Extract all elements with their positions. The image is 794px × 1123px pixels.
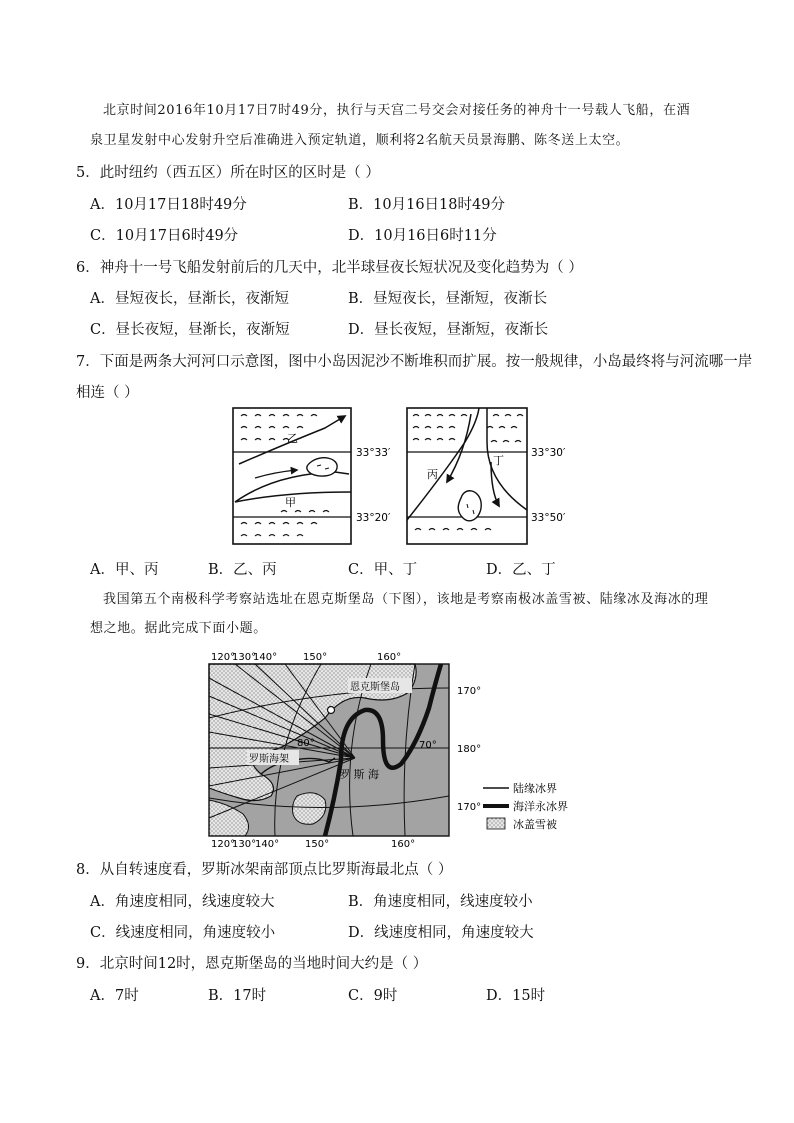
top-lon-130: 130° xyxy=(232,652,257,663)
intro2-line1: 我国第五个南极科学考察站选址在恩克斯堡岛（下图），该地是考察南极冰盖雪被、陆缘冰及海冰的理 xyxy=(103,592,709,607)
lat-70-label: 70° xyxy=(419,740,437,751)
bottom-lon-150: 150° xyxy=(305,839,330,850)
intro1-line2: 泉卫星发射中心发射升空后准确进入预定轨道，顺利将2名航天员景海鹏、陈冬送上太空。 xyxy=(90,133,630,148)
q7-option-d[interactable]: D．乙、丁 xyxy=(486,562,556,578)
bottom-lon-130: 130° xyxy=(232,839,257,850)
top-lon-120: 120° xyxy=(211,652,236,663)
station-marker xyxy=(328,707,335,714)
left-bottom-lat: 33°20′ xyxy=(356,512,391,524)
q6-option-c[interactable]: C．昼长夜短，昼渐长，夜渐短 xyxy=(90,322,290,338)
q6-option-d[interactable]: D．昼长夜短，昼渐短，夜渐长 xyxy=(348,322,549,338)
sea-label: 罗 斯 海 xyxy=(339,768,379,781)
q9-option-a[interactable]: A．7时 xyxy=(90,988,139,1004)
q5-option-d[interactable]: D．10月16日6时11分 xyxy=(348,228,497,244)
q7-option-b[interactable]: B．乙、丙 xyxy=(208,562,277,578)
q8-stem: 8．从自转速度看，罗斯冰架南部顶点比罗斯海最北点（ ） xyxy=(76,862,453,878)
q8-option-b[interactable]: B．角速度相同，线速度较小 xyxy=(348,894,533,910)
top-lon-140: 140° xyxy=(253,652,278,663)
river-mouth-figure xyxy=(225,402,585,550)
q5-option-b[interactable]: B．10月16日18时49分 xyxy=(348,197,505,213)
q9-stem: 9．北京时间12时，恩克斯堡岛的当地时间大约是（ ） xyxy=(76,956,428,972)
q9-option-d[interactable]: D．15时 xyxy=(486,988,546,1004)
legend-ice-cover: 冰盖雪被 xyxy=(513,818,557,831)
q6-stem: 6．神舟十一号飞船发射前后的几天中，北半球昼夜长短状况及变化趋势为（ ） xyxy=(76,260,583,276)
top-lon-160: 160° xyxy=(377,652,402,663)
q7-stem-line1: 7．下面是两条大河河口示意图，图中小岛因泥沙不断堆积而扩展。按一般规律，小岛最终将与河流哪一岸 xyxy=(76,354,753,370)
legend-land-ice: 陆缘冰界 xyxy=(513,782,557,795)
intro1-line1: 北京时间2016年10月17日7时49分，执行与天宫二号交会对接任务的神舟十一号载人飞船，在酒 xyxy=(103,103,691,118)
right-river-diagram xyxy=(407,408,566,544)
left-river-diagram xyxy=(233,408,391,544)
q6-option-b[interactable]: B．昼短夜长，昼渐短，夜渐长 xyxy=(348,291,548,307)
q9-option-c[interactable]: C．9时 xyxy=(348,988,398,1004)
q9-option-b[interactable]: B．17时 xyxy=(208,988,267,1004)
legend-sea-ice: 海洋永冰界 xyxy=(513,800,568,813)
legend-ice-cover-swatch xyxy=(487,818,505,829)
bottom-lon-140: 140° xyxy=(255,839,280,850)
label-ding: 丁 xyxy=(493,454,504,467)
q6-option-a[interactable]: A．昼短夜长，昼渐长，夜渐短 xyxy=(90,291,289,307)
q8-option-c[interactable]: C．线速度相同，角速度较小 xyxy=(90,925,276,941)
bottom-lon-160: 160° xyxy=(391,839,416,850)
q7-option-a[interactable]: A．甲、丙 xyxy=(90,562,159,578)
q7-option-c[interactable]: C．甲、丁 xyxy=(348,562,418,578)
map-legend xyxy=(483,781,568,831)
q5-option-c[interactable]: C．10月17日6时49分 xyxy=(90,228,239,244)
label-jia: 甲 xyxy=(285,496,296,509)
island-label: 恩克斯堡岛 xyxy=(350,682,400,693)
q8-option-d[interactable]: D．线速度相同，角速度较大 xyxy=(348,925,534,941)
q5-option-a[interactable]: A．10月17日18时49分 xyxy=(90,197,247,213)
ice-shelf-label: 罗斯海架 xyxy=(249,754,289,765)
q8-option-a[interactable]: A．角速度相同，线速度较大 xyxy=(90,894,275,910)
right-lat-180: 180° xyxy=(457,744,482,755)
right-top-lat: 33°30′ xyxy=(531,447,566,459)
top-lon-150: 150° xyxy=(303,652,328,663)
q5-stem: 5．此时纽约（西五区）所在时区的区时是（ ） xyxy=(76,165,380,181)
lat-80-label: 80° xyxy=(297,738,315,749)
q7-stem-line2: 相连（ ） xyxy=(76,385,139,401)
label-bing: 丙 xyxy=(427,468,438,481)
bottom-lon-120: 120° xyxy=(211,839,236,850)
ross-sea-map xyxy=(205,648,605,850)
label-yi: 乙 xyxy=(287,432,298,445)
right-lat-170-bottom: 170° xyxy=(457,802,482,813)
right-bottom-lat: 33°50′ xyxy=(531,512,566,524)
intro2-line2: 想之地。据此完成下面小题。 xyxy=(90,621,267,636)
right-lat-170-top: 170° xyxy=(457,686,482,697)
left-top-lat: 33°33′ xyxy=(356,447,391,459)
